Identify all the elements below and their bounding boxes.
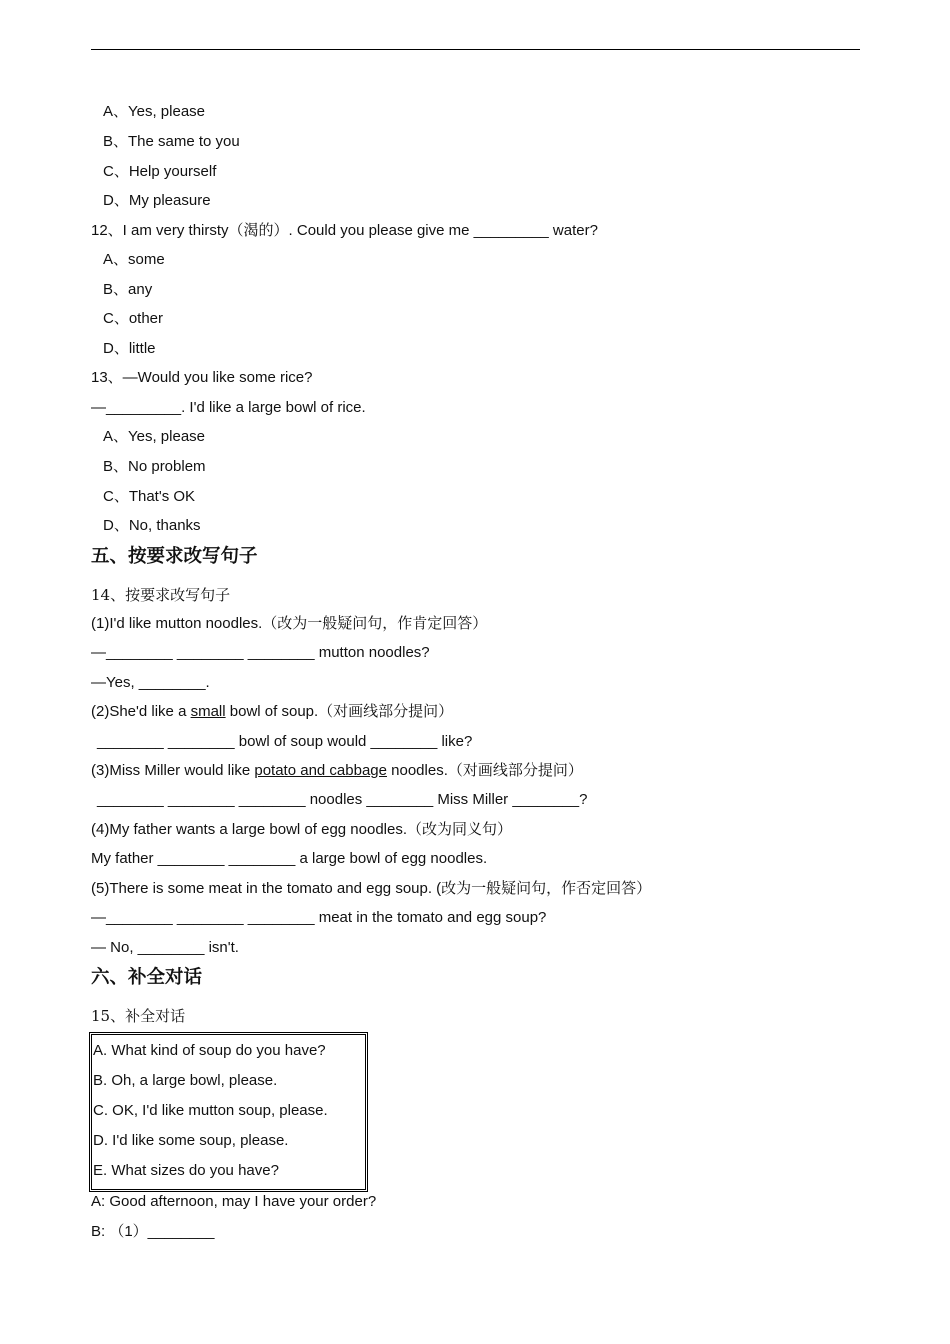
q13-option-d: D、No, thanks: [103, 517, 201, 534]
q12-option-b: B、any: [103, 281, 153, 298]
choice-c: C. OK, I'd like mutton soup, please.: [93, 1102, 328, 1119]
choice-d: D. I'd like some soup, please.: [93, 1132, 289, 1149]
choice-a: A. What kind of soup do you have?: [93, 1042, 326, 1059]
q11-option-a: A、Yes, please: [103, 103, 206, 120]
q14-s1-answer-a: —________ ________ ________ mutton noodles?: [91, 644, 430, 661]
q11-option-b: B、The same to you: [103, 133, 240, 150]
q12-option-d: D、little: [103, 340, 156, 357]
q12-option-a: A、some: [103, 251, 165, 268]
q11-option-d: D、My pleasure: [103, 192, 211, 209]
dialog-line-2: B: （1）________: [91, 1223, 215, 1240]
q14-s5-answer-b: — No, ________ isn't.: [91, 939, 239, 956]
q13-option-b: B、No problem: [103, 458, 206, 475]
q14-s3: (3)Miss Miller would like potato and cabbage noodles.（对画线部分提问）: [91, 762, 583, 779]
q14-s3-answer: ________ ________ ________ noodles ________ Miss Miller ________?: [97, 791, 588, 808]
q14-s2: (2)She'd like a small bowl of soup.（对画线部分提问）: [91, 703, 454, 720]
dialog-line-1: A: Good afternoon, may I have your order?: [91, 1193, 377, 1210]
q14-s4-answer: My father ________ ________ a large bowl of egg noodles.: [91, 850, 488, 867]
q13-line2: —_________. I'd like a large bowl of rice.: [91, 399, 366, 416]
q14-title: 14、按要求改写句子: [91, 586, 231, 604]
header-rule: [91, 49, 860, 50]
q13-option-a: A、Yes, please: [103, 428, 206, 445]
underlined-word: small: [190, 703, 226, 720]
q14-s1: (1)I'd like mutton noodles.（改为一般疑问句，作肯定回答）: [91, 615, 488, 632]
q12-option-c: C、other: [103, 310, 164, 327]
q12-stem: 12、I am very thirsty（渴的）. Could you please give me _________ water?: [91, 222, 598, 239]
q13-option-c: C、That's OK: [103, 488, 196, 505]
section-heading-5: 五、按要求改写句子: [91, 546, 258, 567]
q14-s2-answer: ________ ________ bowl of soup would ________ like?: [97, 733, 473, 750]
choices-box: [89, 1032, 368, 1192]
q15-title: 15、补全对话: [91, 1007, 186, 1025]
q11-option-c: C、Help yourself: [103, 163, 217, 180]
q13-stem: 13、—Would you like some rice?: [91, 369, 313, 386]
q14-s5-answer-a: —________ ________ ________ meat in the tomato and egg soup?: [91, 909, 547, 926]
choice-e: E. What sizes do you have?: [93, 1162, 279, 1179]
q14-s5: (5)There is some meat in the tomato and egg soup. (改为一般疑问句，作否定回答）: [91, 880, 652, 897]
section-heading-6: 六、补全对话: [91, 967, 203, 988]
q14-s1-answer-b: —Yes, ________.: [91, 674, 210, 691]
q14-s4: (4)My father wants a large bowl of egg noodles.（改为同义句）: [91, 821, 513, 838]
underlined-phrase: potato and cabbage: [254, 762, 387, 779]
choice-b: B. Oh, a large bowl, please.: [93, 1072, 278, 1089]
